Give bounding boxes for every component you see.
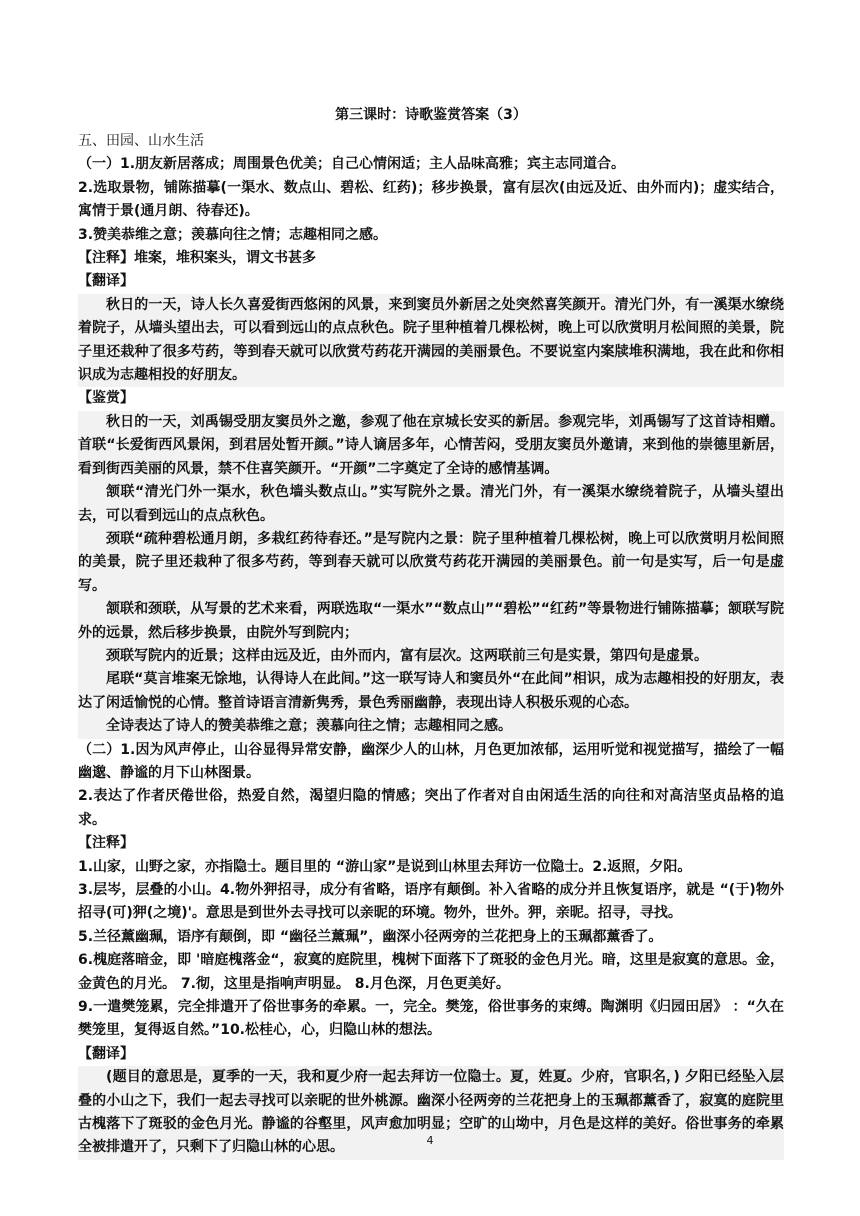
translation-2: (题目的意思是，夏季的一天，我和夏少府一起去拜访一位隐士。夏，姓夏。少府，官职名，) 夕阳已经坠入层叠的小山之下，我们一起去寻找可以亲昵的世外桃源。幽深小径两旁的兰花把身上的玉珮都薰香了，寂寞的庭院里古槐落下了斑驳的金色月光。静谧的谷壑里，风声愈加明显；空旷的山坳中，月色是这样的美好。俗世事务的牵累全被排遣开了，只剩下了归隐山林的心思。 xyxy=(78,1066,784,1160)
page-number: 4 xyxy=(426,1134,434,1147)
note-item: 6.槐庭落暗金，即 '暗庭槐落金“，寂寞的庭院里，槐树下面落下了斑驳的金色月光。暗，这里是寂寞的意思。金，金黄色的月光。 7.彻，这里是指响声明显。 8.月色深，月色更美好。 xyxy=(78,952,784,992)
page-title: 第三课时：诗歌鉴赏答案（3） xyxy=(335,107,527,123)
note-item: 5.兰径薰幽珮，语序有颠倒，即 “幽径兰薰珮”，幽深小径两旁的兰花把身上的玉珮都薰香了。 xyxy=(78,928,663,945)
document-body xyxy=(78,104,784,1160)
answer-1-3: 3.赞美恭维之意；羡慕向往之情；志趣相同之感。 xyxy=(78,226,388,243)
answer-1-1: （一）1.朋友新居落成；周围景色优美；自己心情闲适；主人品味高雅；宾主志同道合。 xyxy=(78,156,626,173)
section-heading: 五、田园、山水生活 xyxy=(78,133,204,149)
translation-header-1: 【翻译】 xyxy=(78,273,134,290)
translation-header-2: 【翻译】 xyxy=(78,1045,134,1062)
appreciation-paragraph: 颔联和颈联，从写景的艺术来看，两联选取“一渠水”“数点山”“碧松”“红药”等景物进行铺陈描摹；颔联写院外的远景，然后移步换景，由院外写到院内； xyxy=(78,598,784,645)
appreciation-paragraph: 颈联“疏种碧松通月朗，多栽红药待春还。”是写院内之景：院子里种植着几棵松树，晚上可以欣赏明月松间照的美景，院子里还栽种了很多芍药，等到春天就可以欣赏芍药花开满园的美丽景色。前一句是实写，后一句是虚写。 xyxy=(78,528,784,598)
appreciation-paragraph: 颔联“清光门外一渠水，秋色墙头数点山。”实写院外之景。清光门外，有一溪渠水缭绕着院子，从墙头望出去，可以看到远山的点点秋色。 xyxy=(78,481,784,528)
appreciation-paragraph: 秋日的一天，刘禹锡受朋友窦员外之邀，参观了他在京城长安买的新居。参观完毕，刘禹锡写了这首诗相赠。首联“长爱街西风景闲，到君居处暂开颜。”诗人谪居多年，心情苦闷，受朋友窦员外邀请，来到他的崇德里新居，看到街西美丽的风景，禁不住喜笑颜开。“开颜”二字奠定了全诗的感情基调。 xyxy=(78,411,784,481)
answer-1-2: 2.选取景物，铺陈描摹(一渠水、数点山、碧松、红药)；移步换景，富有层次(由远及近、由外而内)；虚实结合，寓情于景(通月朗、待春还)。 xyxy=(78,179,784,220)
translation-1: 秋日的一天，诗人长久喜爱街西悠闲的风景，来到窦员外新居之处突然喜笑颜开。清光门外，有一溪渠水缭绕着院子，从墙头望出去，可以看到远山的点点秋色。院子里种植着几棵松树，晚上可以欣赏明月松间照的美景，院子里还栽种了很多芍药，等到春天就可以欣赏芍药花开满园的美丽景色。不要说室内案牍堆积满地，我在此和你相识成为志趣相投的好朋友。 xyxy=(78,294,784,388)
note-header-2: 【注释】 xyxy=(78,835,134,852)
answer-2-2: 2.表达了作者厌倦世俗，热爱自然，渴望归隐的情感；突出了作者对自由闲适生活的向往和对高洁坚贞品格的追求。 xyxy=(78,788,784,828)
appreciation-paragraph: 全诗表达了诗人的赞美恭维之意；羡慕向往之情；志趣相同之感。 xyxy=(78,715,784,738)
appreciation-paragraph: 尾联“莫言堆案无馀地，认得诗人在此间。”这一联写诗人和窦员外“在此间”相识，成为志趣相投的好朋友，表达了闲适愉悦的心情。整首诗语言清新隽秀，景色秀丽幽静，表现出诗人积极乐观的心态。 xyxy=(78,668,784,715)
note-1: 【注释】堆案，堆积案头，谓文书甚多 xyxy=(78,250,316,267)
answer-2-1: （二）1.因为风声停止，山谷显得异常安静，幽深少人的山林，月色更加浓郁，运用听觉和视觉描写，描绘了一幅幽邈、静谧的月下山林图景。 xyxy=(78,741,784,781)
note-item: 9.一遣樊笼累，完全排遣开了俗世事务的牵累。一，完全。樊笼，俗世事务的束缚。陶渊明《归园田居》 ：“久在樊笼里，复得返自然。”10.松桂心，心，归隐山林的想法。 xyxy=(78,999,784,1039)
note-item: 3.层岑，层叠的小山。4.物外狎招寻，成分有省略，语序有颠倒。补入省略的成分并且恢复语序，就是 “(于)物外招寻(可)狎(之境)'。意思是到世外去寻找可以亲昵的环境。物外，世外。狎，亲昵。招寻，寻找。 xyxy=(78,882,784,922)
appreciation-header: 【鉴赏】 xyxy=(78,390,134,407)
note-item: 1.山家，山野之家，亦指隐士。题目里的 “游山家”是说到山林里去拜访一位隐士。2.返照，夕阳。 xyxy=(78,858,692,875)
appreciation-paragraph: 颈联写院内的近景；这样由远及近，由外而内，富有层次。这两联前三句是实景，第四句是虚景。 xyxy=(78,645,784,668)
